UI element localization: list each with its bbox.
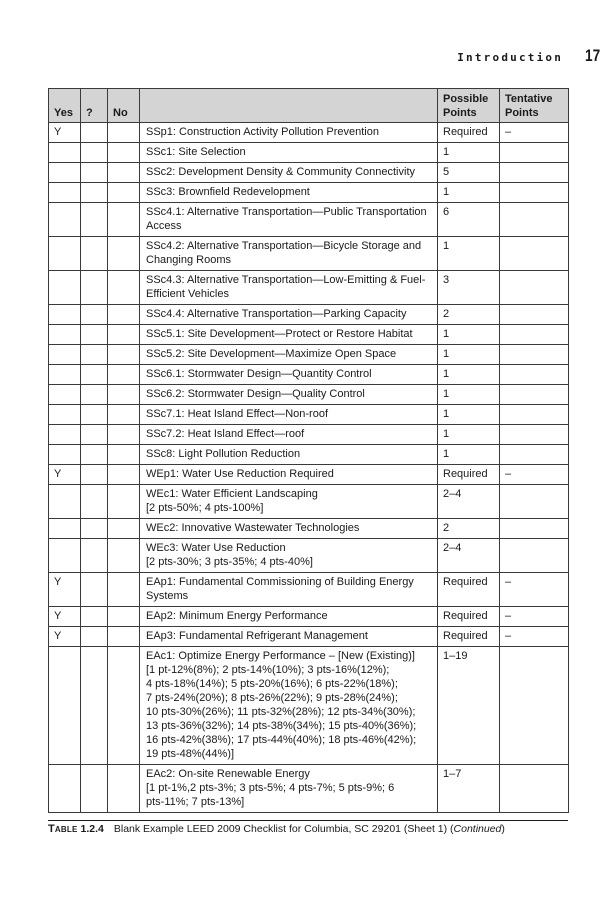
cell-text-line: 16 pts-42%(38%); 17 pts-44%(40%); 18 pts-46%(42%); [146,734,417,746]
cell-text-line: Y [54,126,62,138]
table-row [49,325,569,345]
table-row [49,539,569,573]
no-cell [108,425,140,445]
credit-cell [140,647,438,765]
cell-text-line: 2 [443,308,450,320]
credit-cell [140,765,438,813]
yes-cell [49,519,81,539]
cell-text-line: SSc7.2: Heat Island Effect—roof [146,428,305,440]
caption-number: 1.2.4 [80,823,104,835]
column-header-yes: Yes [49,89,81,123]
column-header-no: No [108,89,140,123]
maybe-cell [81,607,108,627]
page-number: 17 [585,46,601,65]
credit-cell [140,305,438,325]
tentative-points-cell [500,425,569,445]
no-cell [108,445,140,465]
no-cell [108,203,140,237]
table-row [49,365,569,385]
credit-cell [140,405,438,425]
tentative-points-cell [500,445,569,465]
maybe-cell [81,425,108,445]
section-title: Introduction [457,51,564,64]
table-row [49,445,569,465]
table-row [49,385,569,405]
maybe-cell [81,237,108,271]
cell-text-line: SSc1: Site Selection [146,146,246,158]
possible-points-cell [438,385,500,405]
table-row [49,627,569,647]
maybe-cell [81,465,108,485]
credit-cell [140,607,438,627]
tentative-points-cell [500,143,569,163]
possible-points-cell [438,425,500,445]
cell-text-line: SSc8: Light Pollution Reduction [146,448,301,460]
cell-text-line: EAp2: Minimum Energy Performance [146,610,328,622]
cell-text-line: 1 [443,328,450,340]
tentative-points-cell [500,573,569,607]
credit-cell [140,325,438,345]
cell-text-line: [1 pt-1%,2 pts-3%; 3 pts-5%; 4 pts-7%; 5 pts-9%; 6 [146,782,395,794]
maybe-cell [81,485,108,519]
cell-text-line: 1 [443,388,450,400]
tentative-points-cell [500,627,569,647]
cell-text-line: SSc6.2: Stormwater Design—Quality Control [146,388,365,400]
table-row [49,405,569,425]
cell-text-line: SSc2: Development Density & Community Connectivity [146,166,415,178]
yes-cell [49,365,81,385]
maybe-cell [81,385,108,405]
cell-text-line: Required [443,630,488,642]
yes-cell [49,305,81,325]
cell-text-line: Required [443,610,488,622]
possible-points-cell [438,123,500,143]
cell-text-line: EAp1: Fundamental Commissioning of Building Energy Systems [146,576,414,602]
cell-text-line: [1 pt-12%(8%); 2 pts-14%(10%); 3 pts-16%(12%); [146,664,390,676]
possible-points-cell [438,183,500,203]
cell-text-line: SSc5.1: Site Development—Protect or Restore Habitat [146,328,413,340]
no-cell [108,345,140,365]
table-row [49,305,569,325]
credit-cell [140,385,438,405]
maybe-cell [81,765,108,813]
tentative-points-cell [500,365,569,385]
yes-cell [49,539,81,573]
cell-text-line: WEc1: Water Efficient Landscaping [146,488,318,500]
cell-text-line: 1–7 [443,768,462,780]
no-cell [108,325,140,345]
no-cell [108,123,140,143]
cell-text-line: SSp1: Construction Activity Pollution Prevention [146,126,379,138]
table-header-row [49,89,569,123]
yes-cell [49,271,81,305]
cell-text-line: Y [54,630,62,642]
cell-text-line: [2 pts-30%; 3 pts-35%; 4 pts-40%] [146,556,313,568]
credit-cell [140,237,438,271]
cell-text-line: SSc4.2: Alternative Transportation—Bicycle Storage and Changing Rooms [146,240,422,266]
cell-text-line: 10 pts-30%(26%); 11 pts-32%(28%); 12 pts-34%(30%); [146,706,416,718]
tentative-points-cell [500,305,569,325]
no-cell [108,539,140,573]
possible-points-cell [438,465,500,485]
table-row [49,271,569,305]
possible-points-cell [438,445,500,465]
maybe-cell [81,305,108,325]
yes-cell [49,123,81,143]
yes-cell [49,405,81,425]
credit-cell [140,465,438,485]
yes-cell [49,627,81,647]
maybe-cell [81,203,108,237]
cell-text-line: EAc2: On-site Renewable Energy [146,768,310,780]
credit-cell [140,425,438,445]
cell-text-line: 4 pts-18%(14%); 5 pts-20%(16%); 6 pts-22%(18%); [146,678,398,690]
no-cell [108,607,140,627]
table-row [49,183,569,203]
cell-text-line: 1 [443,348,450,360]
tentative-points-cell [500,405,569,425]
cell-text-line: SSc4.4: Alternative Transportation—Parking Capacity [146,308,407,320]
cell-text-line: WEp1: Water Use Reduction Required [146,468,334,480]
cell-text-line: SSc4.1: Alternative Transportation—Public Transportation Access [146,206,427,232]
yes-cell [49,425,81,445]
cell-text-line: 2 [443,522,450,534]
leed-checklist-table [48,88,569,813]
yes-cell [49,163,81,183]
cell-text-line: SSc4.3: Alternative Transportation—Low-Emitting & Fuel-Efficient Vehicles [146,274,426,300]
yes-cell [49,325,81,345]
table-row [49,765,569,813]
yes-cell [49,765,81,813]
tentative-points-cell [500,765,569,813]
caption-label: Table [48,823,78,835]
cell-text-line: – [505,126,512,138]
possible-points-cell [438,305,500,325]
tentative-points-cell [500,345,569,365]
yes-cell [49,183,81,203]
yes-cell [49,647,81,765]
tentative-points-cell [500,485,569,519]
maybe-cell [81,325,108,345]
credit-cell [140,627,438,647]
cell-text-line: Required [443,576,488,588]
cell-text-line: SSc7.1: Heat Island Effect—Non-roof [146,408,328,420]
credit-cell [140,519,438,539]
cell-text-line: Y [54,610,62,622]
no-cell [108,143,140,163]
possible-points-cell [438,539,500,573]
cell-text-line: 5 [443,166,450,178]
cell-text-line: EAc1: Optimize Energy Performance – [New (Existing)] [146,650,415,662]
possible-points-cell [438,203,500,237]
cell-text-line: EAp3: Fundamental Refrigerant Management [146,630,368,642]
possible-points-cell [438,765,500,813]
cell-text-line: SSc3: Brownfield Redevelopment [146,186,310,198]
table-row [49,519,569,539]
no-cell [108,465,140,485]
table-caption [48,820,568,835]
tentative-points-cell [500,385,569,405]
no-cell [108,305,140,325]
no-cell [108,183,140,203]
cell-text-line: WEc2: Innovative Wastewater Technologies [146,522,360,534]
cell-text-line: Required [443,468,488,480]
cell-text-line: 1–19 [443,650,468,662]
column-header-possible-points: Possible Points [438,89,500,123]
cell-text-line: 2–4 [443,542,462,554]
table-row [49,607,569,627]
table-row [49,203,569,237]
yes-cell [49,143,81,163]
credit-cell [140,539,438,573]
possible-points-cell [438,607,500,627]
yes-cell [49,345,81,365]
caption-description: Blank Example LEED 2009 Checklist for Columbia, SC 29201 (Sheet 1) ( [113,823,454,835]
possible-points-cell [438,163,500,183]
table-row [49,573,569,607]
cell-text-line: Required [443,126,488,138]
tentative-points-cell [500,163,569,183]
maybe-cell [81,123,108,143]
possible-points-cell [438,271,500,305]
tentative-points-cell [500,647,569,765]
cell-text-line: 1 [443,240,450,252]
no-cell [108,271,140,305]
running-head [457,46,604,66]
yes-cell [49,385,81,405]
maybe-cell [81,183,108,203]
cell-text-line: 1 [443,408,450,420]
cell-text-line: – [505,630,512,642]
no-cell [108,163,140,183]
cell-text-line: 1 [443,368,450,380]
table-row [49,123,569,143]
possible-points-cell [438,405,500,425]
tentative-points-cell [500,519,569,539]
yes-cell [49,445,81,465]
cell-text-line: – [505,468,512,480]
maybe-cell [81,445,108,465]
no-cell [108,237,140,271]
no-cell [108,385,140,405]
table-row [49,163,569,183]
cell-text-line: 1 [443,428,450,440]
no-cell [108,365,140,385]
maybe-cell [81,573,108,607]
table-row [49,143,569,163]
maybe-cell [81,271,108,305]
cell-text-line: pts-11%; 7 pts-13%] [146,796,245,808]
maybe-cell [81,163,108,183]
tentative-points-cell [500,465,569,485]
tentative-points-cell [500,203,569,237]
cell-text-line: 6 [443,206,450,218]
tentative-points-cell [500,607,569,627]
yes-cell [49,573,81,607]
possible-points-cell [438,143,500,163]
cell-text-line: 1 [443,146,450,158]
yes-cell [49,465,81,485]
possible-points-cell [438,573,500,607]
tentative-points-cell [500,271,569,305]
tentative-points-cell [500,325,569,345]
possible-points-cell [438,237,500,271]
tentative-points-cell [500,123,569,143]
cell-text-line: 1 [443,186,450,198]
yes-cell [49,485,81,519]
column-header-credit [140,89,438,123]
no-cell [108,627,140,647]
possible-points-cell [438,345,500,365]
table-row [49,237,569,271]
cell-text-line: 13 pts-36%(32%); 14 pts-38%(34%); 15 pts-40%(36%); [146,720,417,732]
yes-cell [49,203,81,237]
caption-text [114,823,505,835]
cell-text-line: SSc6.1: Stormwater Design—Quantity Control [146,368,372,380]
maybe-cell [81,647,108,765]
cell-text-line: Y [54,576,62,588]
tentative-points-cell [500,183,569,203]
maybe-cell [81,539,108,573]
credit-cell [140,345,438,365]
credit-cell [140,123,438,143]
credit-cell [140,573,438,607]
no-cell [108,573,140,607]
table-row [49,425,569,445]
table-row [49,465,569,485]
possible-points-cell [438,365,500,385]
cell-text-line: [2 pts-50%; 4 pts-100%] [146,502,264,514]
yes-cell [49,237,81,271]
column-header-maybe: ? [81,89,108,123]
possible-points-cell [438,325,500,345]
yes-cell [49,607,81,627]
cell-text-line: 7 pts-24%(20%); 8 pts-26%(22%); 9 pts-28%(24%); [146,692,398,704]
possible-points-cell [438,627,500,647]
cell-text-line: – [505,610,512,622]
credit-cell [140,183,438,203]
credit-cell [140,203,438,237]
no-cell [108,765,140,813]
maybe-cell [81,627,108,647]
cell-text-line: WEc3: Water Use Reduction [146,542,286,554]
credit-cell [140,163,438,183]
cell-text-line: 3 [443,274,450,286]
credit-cell [140,365,438,385]
possible-points-cell [438,647,500,765]
cell-text-line: – [505,576,512,588]
table-row [49,345,569,365]
cell-text-line: 19 pts-48%(44%)] [146,748,235,760]
column-header-tentative-points: Tentative Points [500,89,569,123]
maybe-cell [81,405,108,425]
caption-close: ) [501,823,505,835]
table-row [49,485,569,519]
no-cell [108,405,140,425]
cell-text-line: Y [54,468,62,480]
maybe-cell [81,519,108,539]
possible-points-cell [438,519,500,539]
tentative-points-cell [500,539,569,573]
credit-cell [140,485,438,519]
credit-cell [140,271,438,305]
cell-text-line: 2–4 [443,488,462,500]
no-cell [108,485,140,519]
credit-cell [140,445,438,465]
maybe-cell [81,365,108,385]
maybe-cell [81,143,108,163]
tentative-points-cell [500,237,569,271]
possible-points-cell [438,485,500,519]
cell-text-line: 1 [443,448,450,460]
no-cell [108,519,140,539]
cell-text-line: SSc5.2: Site Development—Maximize Open Space [146,348,397,360]
credit-cell [140,143,438,163]
caption-continued: Continued [453,823,502,835]
maybe-cell [81,345,108,365]
table-body [49,123,569,813]
table-row [49,647,569,765]
no-cell [108,647,140,765]
